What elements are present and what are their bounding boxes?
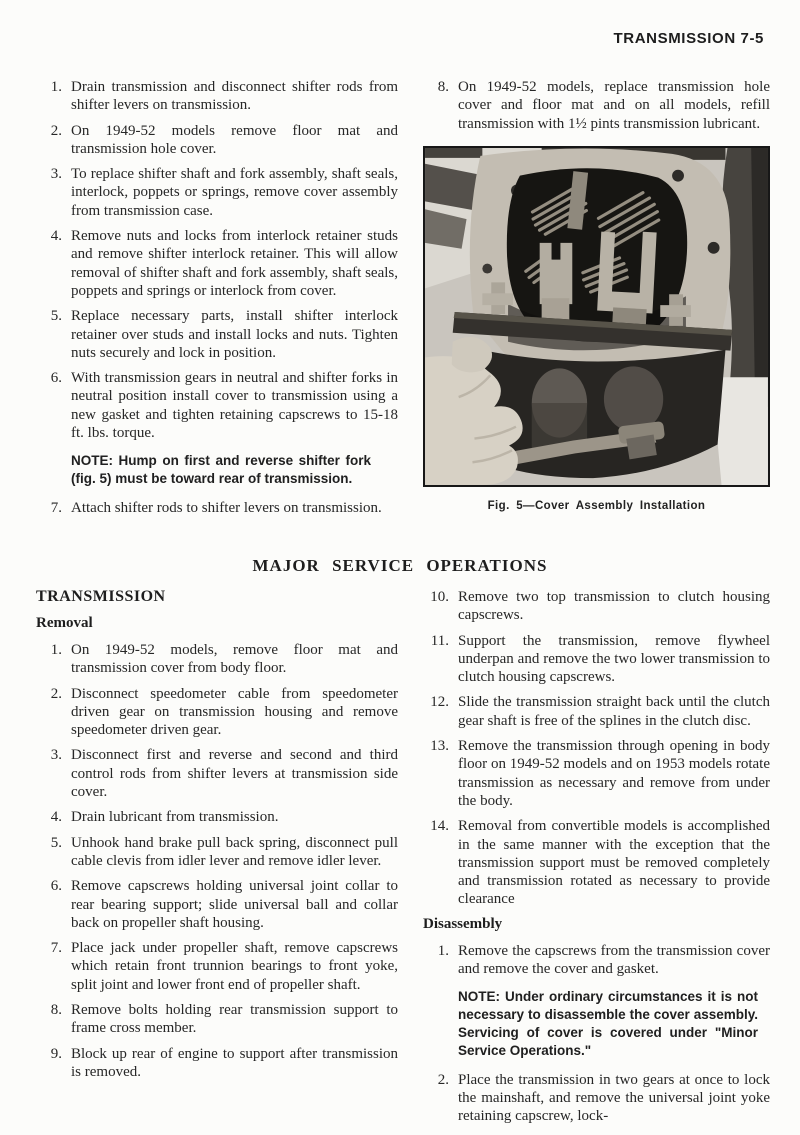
subheading-removal: Removal [36,615,93,631]
item-text: Slide the transmission straight back until the clutch gear shaft is free of the splines in the clutch disc. [458,694,770,729]
list-item [36,641,398,678]
item-text: Remove capscrews holding universal joint collar to rear bearing support; slide universal ball and collar back on propeller shaft housing. [71,878,398,931]
item-text: To replace shifter shaft and fork assembly, shaft seals, interlock, poppets or springs, remove cover assembly from transmission case. [71,166,398,219]
item-number: 8. [50,1002,62,1019]
list-item [36,369,398,442]
item-text: On 1949-52 models, replace transmission hole cover and floor mat and on all models, refill transmission with 1½ pints transmission lubricant. [458,79,770,132]
item-text: Place the transmission in two gears at once to lock the mainshaft, and remove the universal joint yoke retaining capscrew, lock- [458,1071,770,1125]
list-item [423,817,770,908]
item-number: 7. [50,499,62,516]
item-number: 1. [50,79,62,95]
item-number: 3. [50,747,62,764]
note-cover-disassembly: NOTE: Under ordinary circumstances it is not necessary to disassemble the cover assembly. Servicing of cover is covered under "Minor Service Operations." [458,989,758,1058]
item-text: Disconnect first and reverse and second and third control rods from shifter levers at transmission side cover. [71,747,398,801]
item-text: Place jack under propeller shaft, remove capscrews which retain front trunnion bearings to front yoke, split joint and lower front end of propeller shaft. [71,940,398,993]
item-text: Remove bolts holding rear transmission support to frame cross member. [71,1002,398,1037]
item-text: Unhook hand brake pull back spring, disconnect pull cable clevis from idler lever and remove idler lever. [71,834,398,869]
item-number: 2. [50,122,62,139]
item-text: Drain transmission and disconnect shifter rods from shifter levers on transmission. [71,79,398,114]
list-item [36,808,398,826]
item-text: Removal from convertible models is accomplished in the same manner with the exception that the transmission support must be removed completely and transmission rotated as necessary to provide clearance [458,818,770,908]
list-item [36,1045,398,1082]
item-text: With transmission gears in neutral and shifter forks in neutral position install cover to transmission using a new gasket and tighten retaining capscrews to 15-18 ft. lbs. torque. [71,370,398,442]
item-number: 1. [50,642,62,658]
column-bottom-right [423,588,770,1132]
list-item [36,834,398,871]
item-number: 2. [437,1071,449,1088]
transmission-photo-illustration [425,148,768,485]
page-header: TRANSMISSION 7-5 [613,30,764,47]
heading-transmission: TRANSMISSION [36,588,166,605]
column-bottom-left [36,588,398,1088]
item-number: 3. [50,166,62,183]
item-number: 1. [437,942,449,959]
list-item [423,588,770,625]
item-number: 5. [50,308,62,325]
list-item [36,122,398,159]
column-top-left [36,78,398,524]
note-shifter-fork: NOTE: Hump on first and reverse shifter fork (fig. 5) must be toward rear of transmission. [71,453,371,487]
list-item [36,685,398,740]
list-item [423,942,770,979]
list-item [36,877,398,932]
item-number: 14. [430,818,449,835]
list-item [36,307,398,362]
column-top-right [423,78,770,512]
item-text: On 1949-52 models, remove floor mat and transmission cover from body floor. [71,642,398,677]
list-item [423,78,770,133]
item-text: Support the transmission, remove flywheel underpan and remove the two lower transmission to clutch housing capscrews. [458,632,770,686]
item-number: 4. [50,228,62,245]
item-number: 6. [50,878,62,895]
item-text: Remove nuts and locks from interlock retainer studs and remove shifter interlock retainer. This will allow removal of shifter shaft and fork assembly, shaft seals, poppets and springs or interlock from cover. [71,228,398,299]
list-item [36,499,398,517]
item-text: Attach shifter rods to shifter levers on transmission. [71,499,382,516]
item-number: 10. [430,589,449,605]
item-number: 4. [50,809,62,826]
list-item [36,165,398,220]
list-item [423,632,770,687]
item-text: Block up rear of engine to support after transmission is removed. [71,1045,398,1080]
item-number: 12. [430,694,449,711]
list-item [423,1071,770,1126]
subheading-disassembly: Disassembly [423,915,503,932]
list-item [36,1001,398,1038]
section-title-major-service-operations: MAJOR SERVICE OPERATIONS [252,556,548,575]
item-number: 13. [430,738,449,755]
item-number: 6. [50,370,62,387]
list-item [36,78,398,115]
list-item [423,737,770,810]
item-number: 11. [430,632,449,649]
item-number: 8. [437,79,449,95]
item-number: 5. [50,834,62,851]
item-text: On 1949-52 models remove floor mat and transmission hole cover. [71,122,398,157]
item-number: 7. [50,940,62,957]
list-item [36,227,398,300]
item-text: Replace necessary parts, install shifter interlock retainer over studs and install locks and nuts. Tighten nuts securely and lock in position. [71,308,398,361]
item-number: 9. [50,1045,62,1062]
list-item [36,746,398,801]
list-item [423,693,770,730]
item-text: Remove the capscrews from the transmission cover and remove the cover and gasket. [458,942,770,978]
figure-cover-assembly-photo [423,146,770,487]
list-item [36,939,398,994]
figure-caption: Fig. 5—Cover Assembly Installation [487,499,706,512]
item-text: Remove two top transmission to clutch housing capscrews. [458,589,770,624]
item-text: Disconnect speedometer cable from speedometer driven gear on transmission housing and remove speedometer driven gear. [71,685,398,739]
item-number: 2. [50,685,62,702]
item-text: Drain lubricant from transmission. [71,809,279,826]
item-text: Remove the transmission through opening in body floor on 1949-52 models and on 1953 models rotate transmission as necessary and remove from under the body. [458,738,770,809]
